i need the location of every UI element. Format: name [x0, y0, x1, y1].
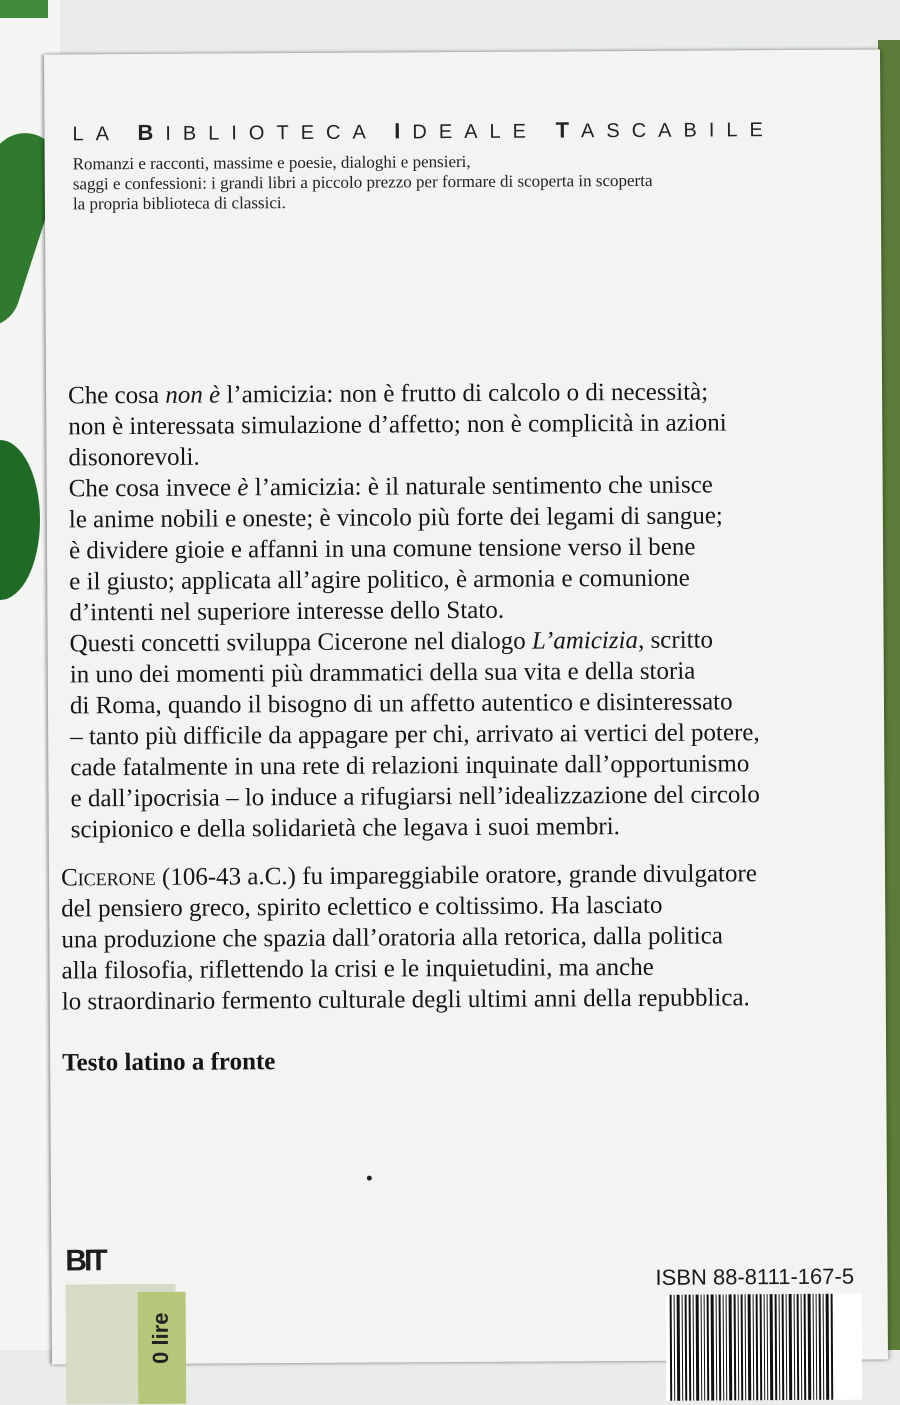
- barcode-bar: [707, 1295, 710, 1401]
- synopsis-line: cade fatalmente in una rete di relazioni inquinate dall’opportunismo: [70, 750, 750, 782]
- synopsis-line: le anime nobili e oneste; è vincolo più forte dei legami di sangue;: [68, 502, 723, 534]
- barcode-bar: [831, 1294, 834, 1400]
- barcode-bar: [745, 1294, 747, 1400]
- synopsis-line: e il giusto; applicata all’agire politico, è armonia e comunione: [69, 564, 690, 596]
- barcode-bar: [670, 1295, 673, 1401]
- green-tab-decoration: [0, 0, 48, 18]
- series-title-initial-t: T: [555, 117, 582, 143]
- synopsis-line: e dall’ipocrisia – lo induce a rifugiarsi nell’idealizzazione del circolo: [70, 781, 760, 813]
- barcode-bar: [689, 1295, 692, 1401]
- latin-text-note: Testo latino a fronte: [62, 1048, 276, 1077]
- isbn-number: ISBN 88-8111-167-5: [655, 1263, 855, 1290]
- barcode-bar: [756, 1294, 759, 1400]
- synopsis-line: – tanto più difficile da appagare per chi, arrivato ai vertici del potere,: [70, 719, 760, 751]
- series-title: [72, 116, 774, 146]
- synopsis-line: Che cosa invece è l’amicizia: è il naturale sentimento che unisce: [68, 471, 713, 503]
- series-description-line: Romanzi e racconti, massime e poesie, dialoghi e pensieri,: [72, 151, 471, 174]
- barcode-bar: [823, 1294, 825, 1400]
- author-bio-line: alla filosofia, riflettendo la crisi e le inquietudini, ma anche: [61, 953, 654, 985]
- series-title-part: IBLIO: [165, 122, 277, 145]
- barcode-bar: [701, 1295, 703, 1401]
- synopsis-line: Questi concetti sviluppa Cicerone nel dialogo L’amicizia, scritto: [69, 626, 714, 658]
- barcode-bar: [716, 1294, 718, 1400]
- barcode-bar: [682, 1295, 684, 1401]
- barcode-bar: [775, 1294, 778, 1400]
- barcode-bar: [677, 1295, 681, 1401]
- barcode-bar: [770, 1294, 774, 1400]
- barcode-bar: [693, 1295, 695, 1401]
- synopsis-line: scipionico e della solidarietà che legava i suoi membri.: [70, 813, 620, 844]
- author-bio-line: una produzione che spazia dall’oratoria alla retorica, dalla politica: [61, 922, 723, 954]
- series-title-prefix: LA: [72, 123, 120, 146]
- barcode-bar: [767, 1294, 769, 1400]
- barcode-bar: [723, 1294, 725, 1400]
- barcode-bar: [738, 1294, 740, 1400]
- series-description: [73, 150, 833, 215]
- print-speck: [367, 1176, 372, 1181]
- price-label: 0 lire: [147, 1312, 174, 1364]
- barcode-bar: [711, 1294, 715, 1400]
- synopsis-line: di Roma, quando il bisogno di un affetto autentico e disinteressato: [69, 688, 733, 720]
- barcode-bar: [816, 1294, 818, 1400]
- synopsis-line: non è interessata simulazione d’affetto; non è complicità in azioni: [68, 409, 727, 441]
- barcode-bar: [726, 1294, 728, 1400]
- barcode-bar: [729, 1294, 733, 1400]
- author-name: Cicerone: [60, 863, 156, 892]
- barcode-bar: [696, 1295, 700, 1401]
- barcode-bar: [794, 1294, 796, 1400]
- barcode-bar: [753, 1294, 755, 1400]
- barcode-bar: [786, 1294, 788, 1400]
- author-biography: [61, 858, 862, 1018]
- barcode-bar: [704, 1295, 706, 1401]
- barcode-bar: [719, 1294, 722, 1400]
- barcode-bar: [826, 1294, 830, 1400]
- series-title-part: TECA: [276, 121, 377, 145]
- barcode-bar: [760, 1294, 763, 1400]
- synopsis-text: [68, 376, 871, 846]
- barcode-bar: [801, 1294, 803, 1400]
- series-description-line: saggi e confessioni: i grandi libri a piccolo prezzo per formare di scoperta in scoperta: [72, 170, 653, 194]
- synopsis-line: Che cosa non è l’amicizia: non è frutto di calcolo o di necessità;: [68, 378, 709, 410]
- barcode-bar: [808, 1294, 812, 1400]
- series-description-line: la propria biblioteca di classici.: [72, 193, 286, 214]
- series-title-initial-b: B: [137, 119, 166, 145]
- series-title-part: DEALE: [412, 120, 539, 144]
- book-back-cover: [44, 49, 888, 1364]
- publisher-logo: BIT: [65, 1244, 105, 1278]
- barcode-bar: [779, 1294, 781, 1400]
- barcode-icon: [666, 1294, 863, 1401]
- barcode-bar: [804, 1294, 807, 1400]
- barcode-bar: [789, 1294, 793, 1400]
- synopsis-line: in uno dei momenti più drammatici della sua vita e della storia: [69, 657, 696, 689]
- barcode-bar: [734, 1294, 737, 1400]
- barcode-bar: [764, 1294, 766, 1400]
- author-bio-line: del pensiero greco, spirito eclettico e coltissimo. Ha lasciato: [61, 891, 663, 923]
- barcode-bar: [813, 1294, 815, 1400]
- synopsis-line: è dividere gioie e affanni in una comune tensione verso il bene: [68, 533, 696, 565]
- barcode-bar: [741, 1294, 744, 1400]
- synopsis-line: disonorevoli.: [68, 443, 200, 472]
- barcode-bar: [685, 1295, 688, 1401]
- synopsis-line: d’intenti nel superiore interesse dello Stato.: [69, 596, 505, 627]
- barcode-bar: [748, 1294, 752, 1400]
- barcode-bar: [797, 1294, 800, 1400]
- author-bio-line: lo straordinario fermento culturale degli ultimi anni della repubblica.: [61, 984, 750, 1016]
- barcode-bar: [819, 1294, 822, 1400]
- author-bio-line: Cicerone (106-43 a.C.) fu impareggiabile oratore, grande divulgatore: [60, 860, 757, 892]
- series-title-initial-i: I: [394, 118, 413, 144]
- barcode-bar: [782, 1294, 785, 1400]
- series-title-part: ASCABILE: [580, 119, 775, 143]
- barcode-bar: [674, 1295, 676, 1401]
